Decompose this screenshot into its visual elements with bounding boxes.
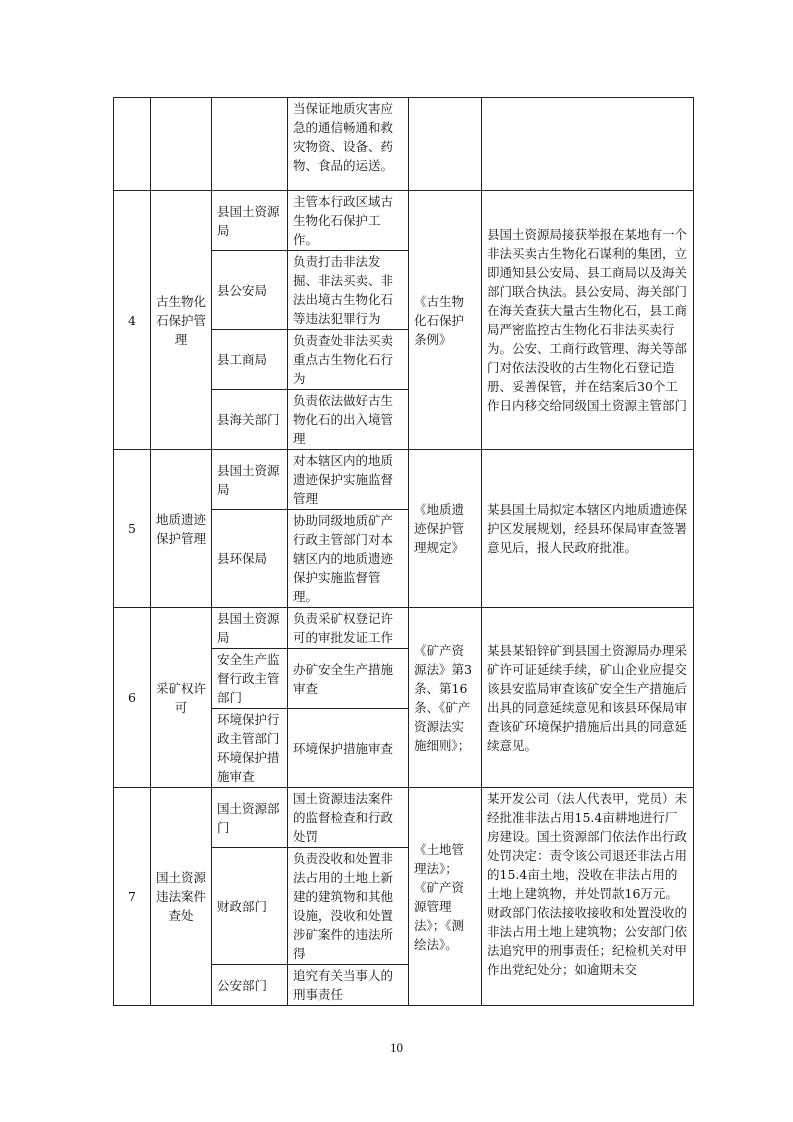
item-cell (151, 98, 212, 191)
item-cell: 古生物化石保护管理 (151, 191, 212, 450)
dept-cell: 安全生产监督行政主管部门 (212, 649, 288, 709)
duty-cell: 负责依法做好古生物化石的出入境管理 (288, 390, 409, 450)
table-row (114, 98, 694, 191)
duty-cell: 追究有关当事人的刑事责任 (288, 965, 409, 1006)
law-cell: 《地质遗迹保护管理规定》 (409, 450, 482, 608)
case-cell: 某县国土局拟定本辖区内地质遗迹保护区发展规划，经县环保局审查签署意见后，报人民政府批准。 (482, 450, 694, 608)
dept-cell: 县海关部门 (212, 390, 288, 450)
num-cell: 5 (114, 450, 151, 608)
item-cell: 地质遗迹保护管理 (151, 450, 212, 608)
num-cell: 6 (114, 608, 151, 788)
law-cell: 《矿产资源法》第3条、第16条、《矿产资源法实施细则》； (409, 608, 482, 788)
duty-cell: 环境保护措施审查 (288, 709, 409, 788)
law-cell (409, 98, 482, 191)
num-cell: 7 (114, 788, 151, 1006)
duty-cell: 办矿安全生产措施审查 (288, 649, 409, 709)
duty-cell: 国土资源违法案件的监督检查和行政处罚 (288, 788, 409, 848)
responsibility-table (113, 97, 694, 1006)
duty-cell: 负责没收和处置非法占用的土地上新建的建筑物和其他设施，没收和处置涉矿案件的违法所得 (288, 848, 409, 965)
item-cell: 采矿权许可 (151, 608, 212, 788)
dept-cell: 县公安局 (212, 251, 288, 330)
num-cell (114, 98, 151, 191)
duty-cell: 当保证地质灾害应急的通信畅通和救灾物资、设备、药物、食品的运送。 (288, 98, 409, 191)
case-cell (482, 98, 694, 191)
law-cell: 《古生物化石保护条例》 (409, 191, 482, 450)
dept-cell: 县国土资源局 (212, 450, 288, 510)
table-row (114, 191, 694, 251)
dept-cell (212, 98, 288, 191)
law-cell: 《土地管理法》；《矿产资源管理法》；《测绘法》。 (409, 788, 482, 1006)
item-cell: 国土资源违法案件查处 (151, 788, 212, 1006)
table-row (114, 608, 694, 649)
duty-cell: 负责打击非法发掘、非法买卖、非法出境古生物化石等违法犯罪行为 (288, 251, 409, 330)
dept-cell: 环境保护行政主管部门环境保护措施审查 (212, 709, 288, 788)
table-row (114, 788, 694, 848)
dept-cell: 县工商局 (212, 330, 288, 390)
dept-cell: 县国土资源局 (212, 191, 288, 251)
duty-cell: 协助同级地质矿产行政主管部门对本辖区内的地质遗迹保护实施监督管理。 (288, 510, 409, 608)
dept-cell: 县环保局 (212, 510, 288, 608)
case-cell: 某县某铅锌矿到县国土资源局办理采矿许可证延续手续，矿山企业应提交该县安监局审查该矿安全生产措施后出具的同意延续意见和该县环保局审查该矿环境保护措施后出具的同意延续意见。 (482, 608, 694, 788)
dept-cell: 县国土资源局 (212, 608, 288, 649)
dept-cell: 财政部门 (212, 848, 288, 965)
num-cell: 4 (114, 191, 151, 450)
table-row (114, 450, 694, 510)
case-cell: 某开发公司（法人代表甲，党员）未经批准非法占用15.4亩耕地进行厂房建设。国土资源部门依法作出行政处罚决定：责令该公司退还非法占用的15.4亩土地，没收在非法占用的土地上建筑物，并处罚款16万元。财政部门依法接收接收和处置没收的非法占用土地上建筑物；公安部门依法追究甲的刑事责任；纪检机关对甲作出党纪处分；如逾期未交 (482, 788, 694, 1006)
duty-cell: 对本辖区内的地质遗迹保护实施监督管理 (288, 450, 409, 510)
dept-cell: 公安部门 (212, 965, 288, 1006)
page-number: 10 (390, 1040, 403, 1055)
duty-cell: 负责查处非法买卖重点古生物化石行为 (288, 330, 409, 390)
case-cell: 县国土资源局接获举报在某地有一个非法买卖古生物化石谋利的集团，立即通知县公安局、县工商局以及海关部门联合执法。县公安局、海关部门在海关查获大量古生物化石，县工商局严密监控古生物化石非法买卖行为。公安、工商行政管理、海关等部门对依法没收的古生物化石登记造册、妥善保管，并在结案后30个工作日内移交给同级国土资源主管部门 (482, 191, 694, 450)
dept-cell: 国土资源部门 (212, 788, 288, 848)
duty-cell: 主管本行政区域古生物化石保护工作。 (288, 191, 409, 251)
duty-cell: 负责采矿权登记许可的审批发证工作 (288, 608, 409, 649)
